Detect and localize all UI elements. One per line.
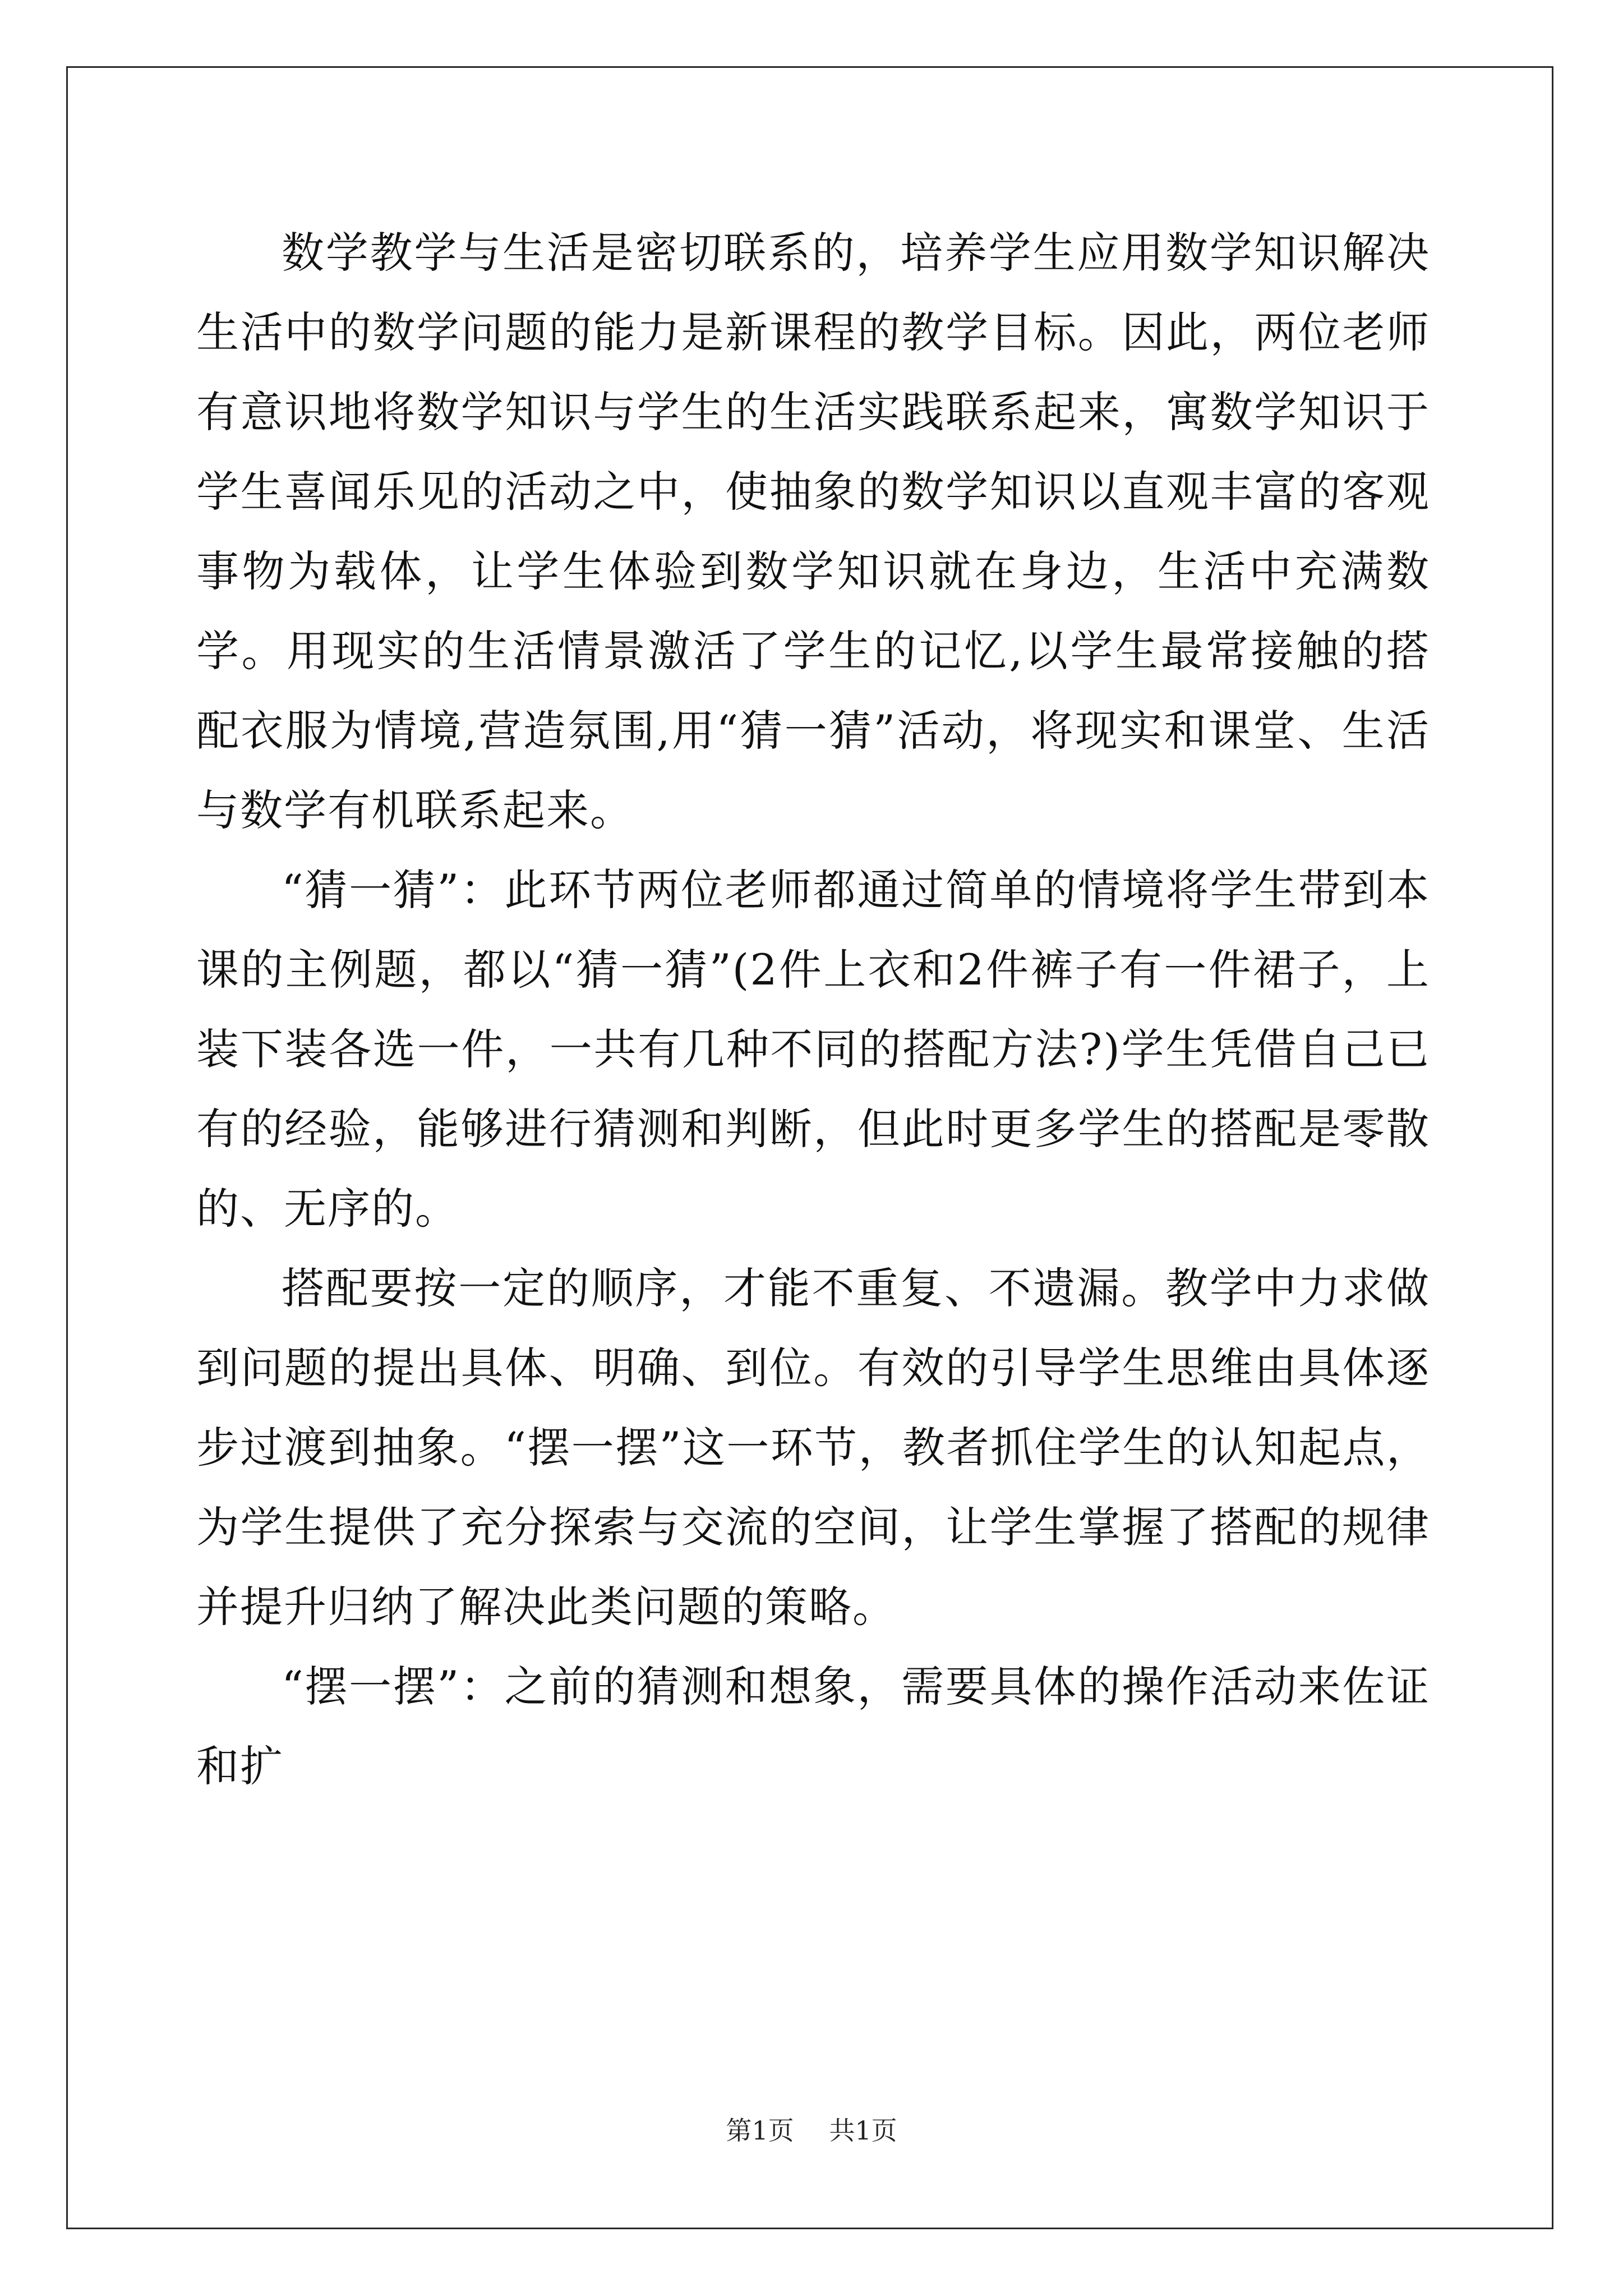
paragraph: “猜一猜”：此环节两位老师都通过简单的情境将学生带到本课的主例题，都以“猜一猜”(2件上衣和2件裤子有一件裙子，上装下装各选一件，一共有几种不同的搭配方法?)学生凭借自己已有的经验，能够进行猜测和判断，但此时更多学生的搭配是零散的、无序的。	[196, 865, 1430, 1234]
page-number-current: 第1页	[726, 2115, 794, 2146]
paragraph: 搭配要按一定的顺序，才能不重复、不遗漏。教学中力求做到问题的提出具体、明确、到位。有效的引导学生思维由具体逐步过渡到抽象。“摆一摆”这一环节，教者抓住学生的认知起点，为学生提供了充分探索与交流的空间，让学生掌握了搭配的规律并提升归纳了解决此类问题的策略。	[196, 1263, 1430, 1632]
paragraph: “摆一摆”：之前的猜测和想象，需要具体的操作活动来佐证和扩	[196, 1662, 1430, 1791]
page-number-total: 共1页	[829, 2115, 897, 2146]
document-body	[196, 213, 1430, 1806]
page-footer	[0, 2110, 1623, 2147]
paragraph: 数学教学与生活是密切联系的，培养学生应用数学知识解决生活中的数学问题的能力是新课程的教学目标。因此，两位老师有意识地将数学知识与学生的生活实践联系起来，寓数学知识于学生喜闻乐见的活动之中，使抽象的数学知识以直观丰富的客观事物为载体，让学生体验到数学知识就在身边，生活中充满数学。用现实的生活情景激活了学生的记忆,以学生最常接触的搭配衣服为情境,营造氛围,用“猜一猜”活动，将现实和课堂、生活与数学有机联系起来。	[196, 228, 1430, 835]
